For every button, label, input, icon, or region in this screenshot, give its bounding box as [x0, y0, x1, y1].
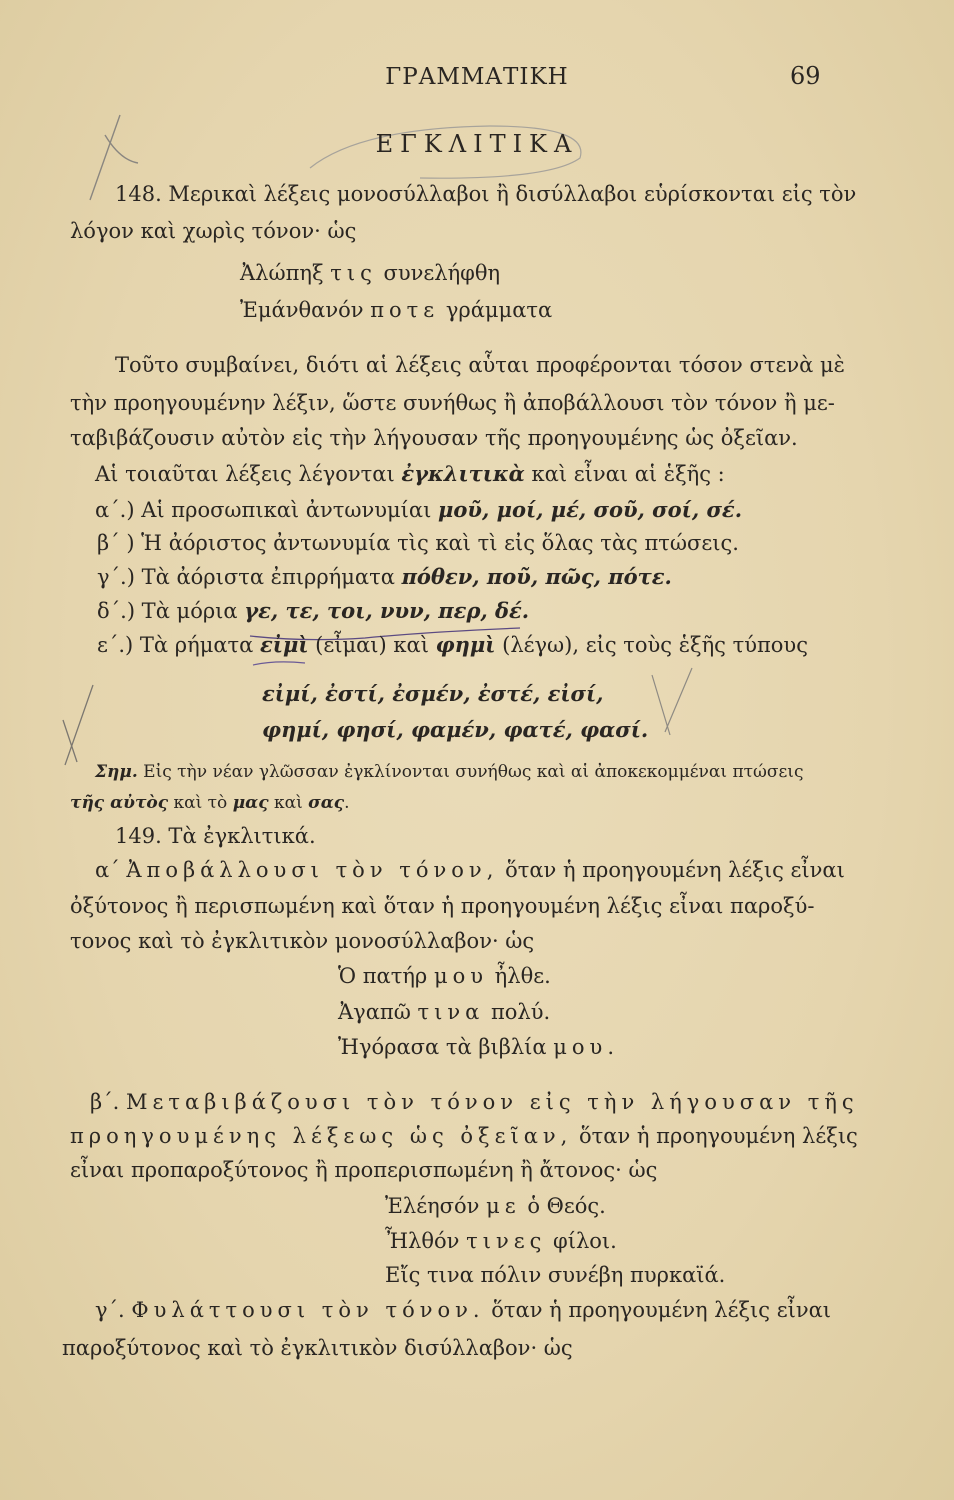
example-b-1: Ἐλέησόν με ὁ Θεός.: [385, 1194, 606, 1218]
rule-c-line-1: γ΄. Φυλάττουσι τὸν τόνον. ὅταν ἡ προηγουμένη λέξις εἶναι: [95, 1298, 832, 1322]
paragraph-148-line-2: λόγον καὶ χωρὶς τόνον· ὡς: [70, 219, 357, 243]
rule-b-line-2: προηγουμένης λέξεως ὡς ὀξεῖαν, ὅταν ἡ προηγουμένη λέξις: [70, 1124, 858, 1148]
pencil-cross-mark-left: [55, 680, 115, 770]
paragraph-line: τὴν προηγουμένην λέξιν, ὥστε συνήθως ἢ ἀποβάλλουσι τὸν τόνον ἢ με-: [70, 391, 835, 415]
example-a-1: Ὁ πατήρ μου ἦλθε.: [338, 964, 551, 988]
pencil-cross-mark-right: [640, 660, 700, 740]
rule-b-line-1: β΄. Μεταβιβάζουσι τὸν τόνον εἰς τὴν λήγουσαν τῆς: [90, 1090, 859, 1114]
note-line-1: Σημ. Εἰς τὴν νέαν γλῶσσαν ἐγκλίνονται συνήθως καὶ αἱ ἀποκεκομμέναι πτώσεις: [95, 762, 804, 782]
rule-a-line-2: ὀξύτονος ἢ περισπωμένη καὶ ὅταν ἡ προηγουμένη λέξις εἶναι παροξύ-: [70, 894, 815, 918]
rule-a-line-1: α΄ Ἀποβάλλουσι τὸν τόνον, ὅταν ἡ προηγουμένη λέξις εἶναι: [95, 858, 845, 882]
verb-forms-eimi: εἰμί, ἐστί, ἐσμέν, ἐστέ, εἰσί,: [262, 681, 604, 706]
running-header-title: ΓΡΑΜΜΑΤΙΚΗ: [385, 64, 569, 90]
paragraph-148-line-1: 148. Μερικαὶ λέξεις μονοσύλλαβοι ἢ δισύλλαβοι εὑρίσκονται εἰς τὸν: [115, 182, 857, 206]
pencil-underline-eimi: [250, 655, 310, 671]
rule-a-line-3: τονος καὶ τὸ ἐγκλιτικὸν μονοσύλλαβον· ὡς: [70, 929, 535, 953]
example-b-3: Εἴς τινα πόλιν συνέβη πυρκαϊά.: [385, 1263, 726, 1287]
section-title: ΕΓΚΛΙΤΙΚΑ: [375, 130, 579, 158]
paragraph-line: Τοῦτο συμβαίνει, διότι αἱ λέξεις αὗται προφέρονται τόσον στενὰ μὲ: [115, 353, 845, 377]
note-line-2: τῆς αὐτὸς καὶ τὸ μας καὶ σας.: [70, 793, 350, 813]
example-line-1: Ἀλώπηξ τις συνελήφθη: [240, 261, 501, 285]
example-line-2: Ἐμάνθανόν ποτε γράμματα: [240, 298, 553, 322]
example-a-3: Ἠγόρασα τὰ βιβλία μου.: [338, 1035, 619, 1059]
list-item-a: α΄.) Αἱ προσωπικαὶ ἀντωνυμίαι μοῦ, μοί, μέ, σοῦ, σοί, σέ.: [95, 497, 743, 522]
example-b-2: Ἦλθόν τινες φίλοι.: [385, 1229, 617, 1253]
rule-c-line-2: παροξύτονος καὶ τὸ ἐγκλιτικὸν δισύλλαβον· ὡς: [62, 1336, 573, 1360]
paragraph-line: ταβιβάζουσιν αὐτὸν εἰς τὴν λήγουσαν τῆς προηγουμένης ὡς ὀξεῖαν.: [70, 426, 798, 450]
example-a-2: Ἀγαπῶ τινα πολύ.: [338, 1000, 551, 1024]
list-item-b: β΄ ) Ἡ ἀόριστος ἀντωνυμία τὶς καὶ τὶ εἰς ὅλας τὰς πτώσεις.: [97, 531, 739, 555]
list-item-d: δ΄.) Τὰ μόρια γε, τε, τοι, νυν, περ, δέ.: [97, 598, 530, 623]
verb-forms-phemi: φημί, φησί, φαμέν, φατέ, φασί.: [262, 717, 649, 742]
paragraph-line: Αἱ τοιαῦται λέξεις λέγονται ἐγκλιτικὰ καὶ εἶναι αἱ ἑξῆς :: [95, 461, 725, 486]
list-item-e: ε΄.) Τὰ ρήματα εἰμὶ (εἶμαι) καὶ φημὶ (λέγω), εἰς τοὺς ἑξῆς τύπους: [97, 632, 808, 657]
list-item-c: γ΄.) Τὰ ἀόριστα ἐπιρρήματα πόθεν, ποῦ, πῶς, πότε.: [97, 564, 672, 589]
page-number: 69: [790, 62, 821, 90]
rule-b-line-3: εἶναι προπαροξύτονος ἢ προπερισπωμένη ἢ ἄτονος· ὡς: [70, 1158, 658, 1182]
paragraph-149-title: 149. Τὰ ἐγκλιτικά.: [115, 824, 316, 848]
